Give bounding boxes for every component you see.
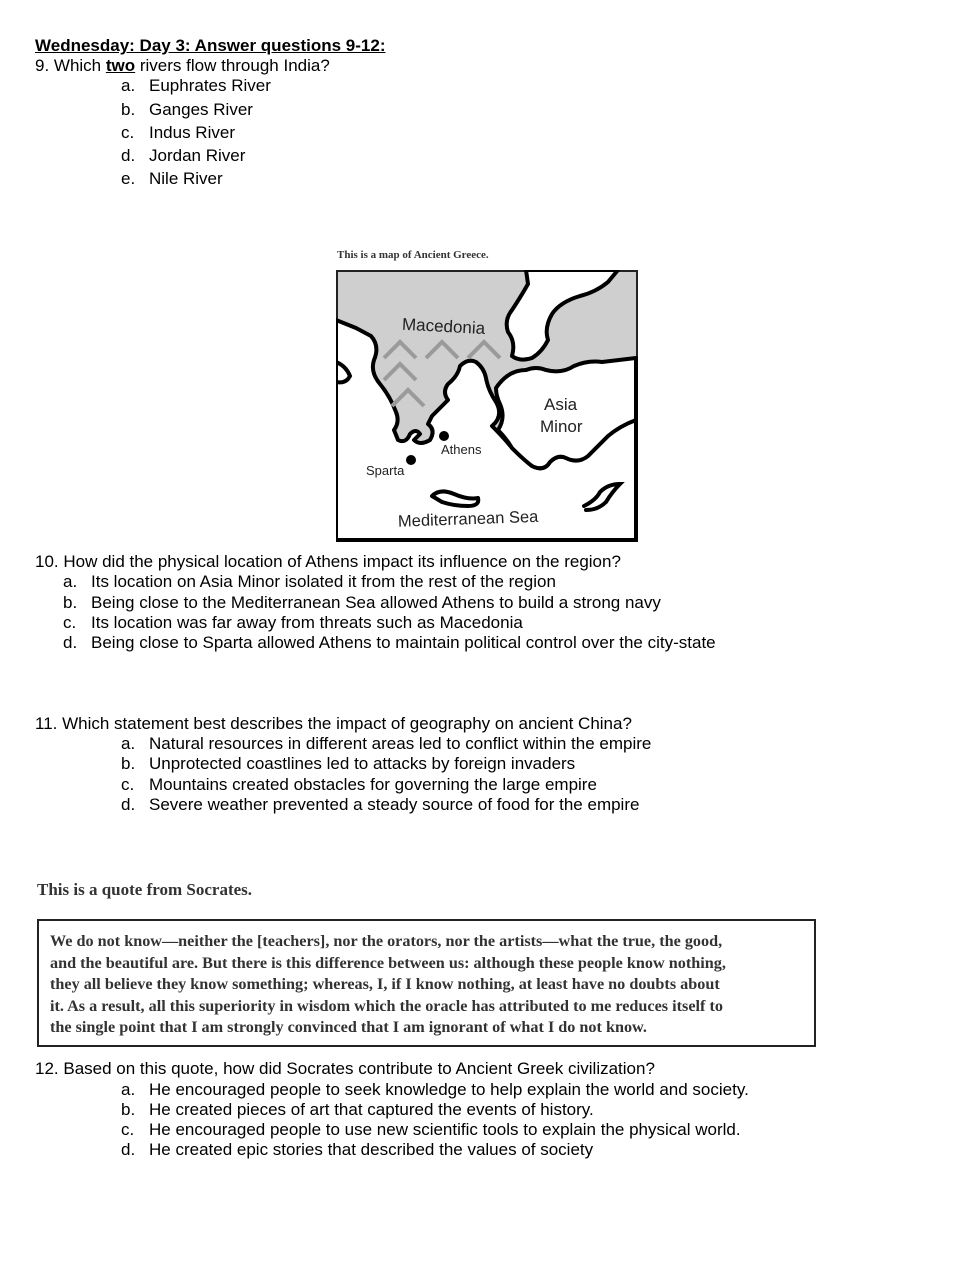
question-12: 12. Based on this quote, how did Socrates contribute to Ancient Greek civilization? — [35, 1059, 655, 1078]
q12-option-b: b. He created pieces of art that captured the events of history. — [121, 1100, 594, 1119]
q11-option-d: d. Severe weather prevented a steady source of food for the empire — [121, 795, 640, 814]
quote-caption: This is a quote from Socrates. — [37, 880, 253, 899]
q10-option-d: d. Being close to Sparta allowed Athens to maintain political control over the city-state — [63, 633, 716, 652]
label-sparta: Sparta — [366, 463, 405, 478]
q12-option-c: c. He encouraged people to use new scientific tools to explain the physical world. — [121, 1120, 741, 1139]
question-9-emphasis: two — [105, 56, 136, 75]
label-asia: Asia — [544, 395, 578, 414]
q9-option-a: a. Euphrates River — [121, 76, 271, 95]
q10-option-c: c. Its location was far away from threats such as Macedonia — [63, 613, 523, 632]
q11-option-a: a. Natural resources in different areas led to conflict within the empire — [121, 734, 652, 753]
label-macedonia: Macedonia — [401, 314, 486, 339]
map-caption: This is a map of Ancient Greece. — [337, 249, 489, 261]
question-10: 10. How did the physical location of Athens impact its influence on the region? — [35, 552, 621, 571]
question-9-prefix: 9. Which — [35, 56, 106, 75]
q11-option-b: b. Unprotected coastlines led to attacks by foreign invaders — [121, 754, 576, 773]
athens-marker — [439, 431, 449, 441]
quote-line-1: We do not know—neither the [teachers], nor the orators, nor the artists—what the true, the good, — [50, 932, 723, 950]
quote-line-3: they all believe they know something; whereas, I, if I know nothing, at least have no doubts about — [50, 975, 720, 993]
q11-option-c: c. Mountains created obstacles for governing the large empire — [121, 775, 597, 794]
question-9 — [35, 56, 330, 76]
ancient-greece-map — [336, 270, 638, 542]
label-mediterranean-sea: Mediterranean Sea — [397, 507, 539, 531]
q9-option-c: c. Indus River — [121, 123, 235, 142]
q10-option-b: b. Being close to the Mediterranean Sea allowed Athens to build a strong navy — [63, 593, 661, 612]
quote-box — [37, 919, 816, 1047]
q12-option-a: a. He encouraged people to seek knowledge to help explain the world and society. — [121, 1080, 749, 1099]
page-heading: Wednesday: Day 3: Answer questions 9-12: — [35, 36, 386, 55]
q9-option-e: e. Nile River — [121, 169, 223, 188]
question-11: 11. Which statement best describes the impact of geography on ancient China? — [35, 714, 632, 733]
quote-line-4: it. As a result, all this superiority in wisdom which the oracle has attributed to me reduces itself to — [50, 997, 723, 1015]
label-minor: Minor — [540, 417, 583, 436]
q9-option-d: d. Jordan River — [121, 146, 246, 165]
sparta-marker — [406, 455, 416, 465]
question-9-suffix: rivers flow through India? — [135, 56, 330, 75]
q9-option-b: b. Ganges River — [121, 100, 253, 119]
label-athens: Athens — [441, 442, 482, 457]
q10-option-a: a. Its location on Asia Minor isolated it from the rest of the region — [63, 572, 556, 591]
q12-option-d: d. He created epic stories that described the values of society — [121, 1140, 594, 1159]
quote-line-5: the single point that I am strongly convinced that I am ignorant of what I do not know. — [50, 1018, 647, 1036]
quote-line-2: and the beautiful are. But there is this difference between us: although these people know nothing, — [50, 954, 726, 972]
